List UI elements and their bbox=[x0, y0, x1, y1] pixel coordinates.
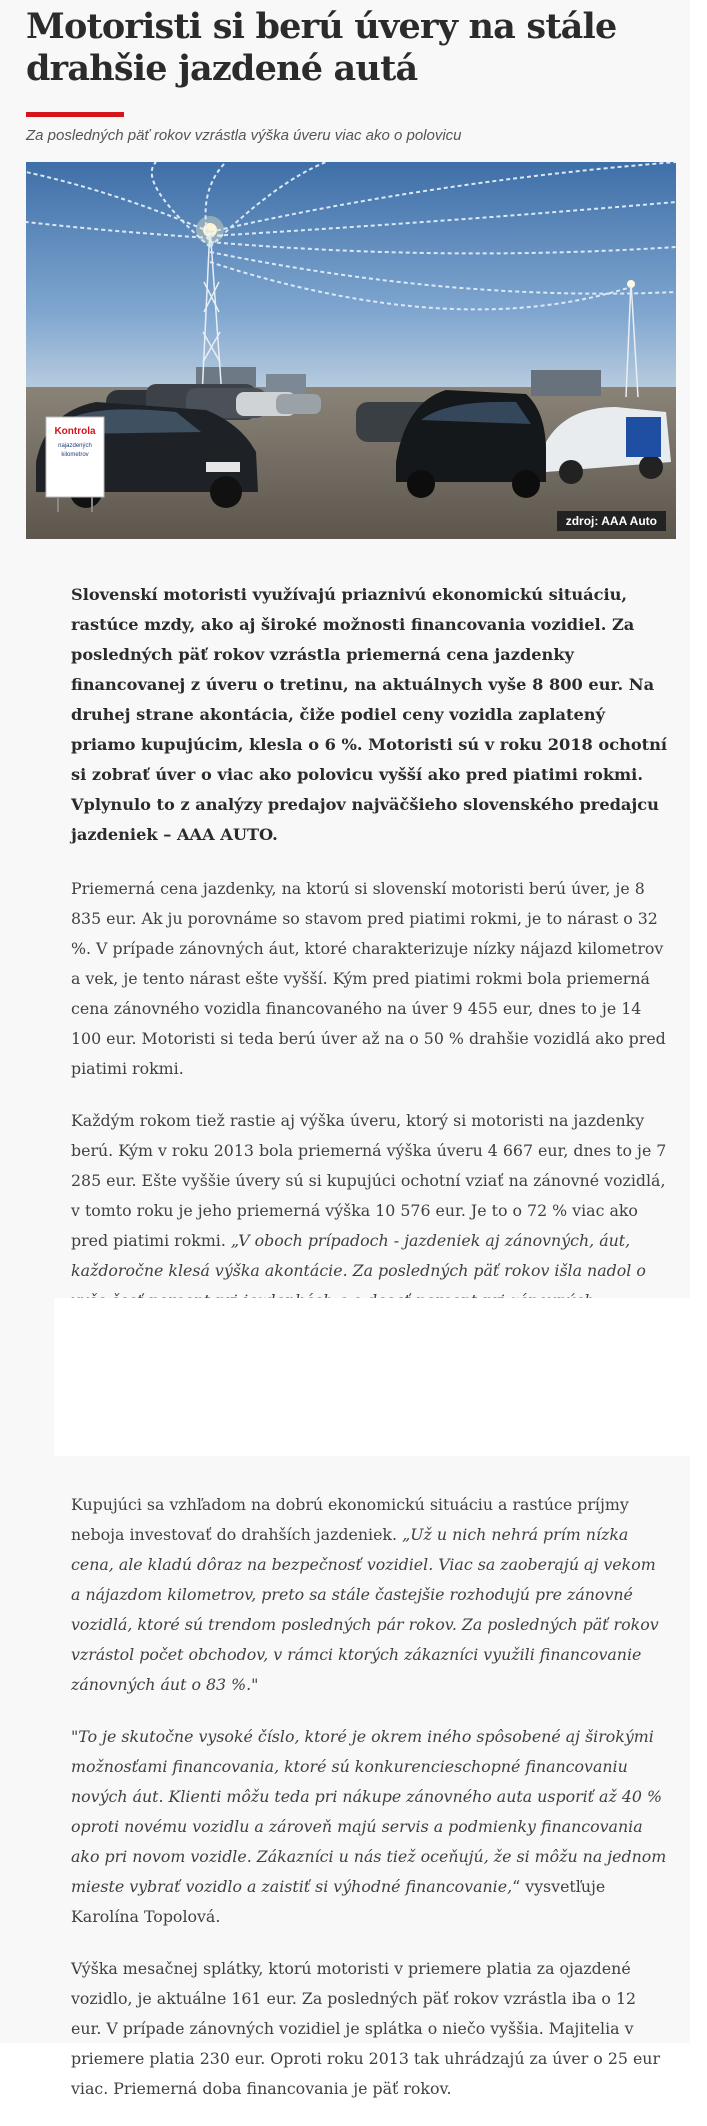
paragraph-2-quote: „V oboch prípadoch - jazdeniek aj zánovných, áut, každoročne klesá výška akontácie. Za posledných päť rokov išla nadol o bbox=[71, 1231, 646, 1280]
sign-line-1: Kontrola bbox=[54, 426, 96, 437]
photo-credit: zdroj: AAA Auto bbox=[557, 511, 666, 531]
car-lot-illustration bbox=[26, 162, 676, 539]
paragraph-4-tail: “ vysvetľuje Karolína Topolová. bbox=[71, 1877, 606, 1926]
article-header bbox=[26, 6, 676, 144]
article-title: Motoristi si berú úvery na stále drahšie jazdené autá bbox=[26, 6, 617, 89]
article-lead: Slovenskí motoristi využívajú priaznivú ekonomickú situáciu, rastúce mzdy, ako aj široké možnosti financovania vozidiel. Za posledných päť rokov vzrástla priemerná cena jazdenky financovanej z úveru o tretinu, na aktuálnych vyše 8 800 eur. Na druhej strane akontácia, čiže podiel ceny vozidla zaplatený priamo kupujúcim, klesla o 6 %. Motoristi sú v roku 2018 ochotní si zobrať úver o viac ako polovicu vyšší ako pred piatimi rokmi. Vplynulo to z analýzy predajov najväčšieho slovenského predajcu jazdeniek – AAA AUTO. bbox=[71, 585, 668, 844]
sign-line-2: najazdených bbox=[58, 443, 92, 449]
article-photo[interactable] bbox=[26, 162, 676, 539]
article-body-part-2 bbox=[71, 1490, 669, 2126]
article-body-part-1 bbox=[71, 580, 669, 1398]
paragraph-3-text: Kupujúci sa vzhľadom na dobrú ekonomickú situáciu a rastúce príjmy neboja investovať do drahších jazdeniek. bbox=[71, 1495, 629, 1544]
paragraph-1: Priemerná cena jazdenky, na ktorú si slovenskí motoristi berú úver, je 8 835 eur. Ak ju porovnáme so stavom pred piatimi rokmi, je to nárast o 32 %. V prípade zánovných áut, ktoré charakterizuje nízky nájazd kilometrov a vek, je tento nárast ešte vyšší. Kým pred piatimi rokmi bola priemerná cena zánovného vozidla financovaného na úver 9 455 eur, dnes to je 14 100 eur. Motoristi si teda berú úver až na o 50 % drahšie vozidlá ako pred piatimi rokmi. bbox=[71, 879, 666, 1078]
paragraph-3 bbox=[71, 1490, 669, 1700]
paragraph-5: Výška mesačnej splátky, ktorú motoristi v priemere platia za ojazdené vozidlo, je aktuálne 161 eur. Za posledných päť rokov vzrástla iba o 12 eur. V prípade zánovných vozidiel je splátka o niečo vyššia. Majitelia v priemere platia 230 eur. Oproti roku 2013 tak uhrádzajú za úver o 25 eur viac. Priemerná doba financovania je päť rokov. bbox=[71, 1959, 661, 2098]
sign-line-3: kilometrov bbox=[61, 452, 89, 458]
ad-slot bbox=[54, 1298, 707, 1456]
paragraph-4 bbox=[71, 1722, 669, 1932]
paragraph-3-quote: „Už u nich nehrá prím nízka cena, ale kladú dôraz na bezpečnosť vozidiel. Viac sa zaoberajú aj vekom a nájazdom kilometrov, preto sa stále častejšie rozhodujú pre zánovné vozidlá, ktoré sú trendom posledných pár rokov. Za posledných päť rokov vzrástol počet obchodov, v rámci ktorých zákazníci využili financovanie zánovných áut o 83 %." bbox=[71, 1525, 659, 1694]
title-accent-rule bbox=[26, 112, 124, 117]
paragraph-4-quote: "To je skutočne vysoké číslo, ktoré je okrem iného spôsobené aj širokými možnosťami financovania, ktoré sú konkurencieschopné financovaniu nových áut. Klienti môžu teda pri nákupe zánovného auta usporiť až 40 % oproti novému vozidlu a zároveň majú servis a podmienky financovania ako pri novom vozidle. Zákazníci u nás tiež oceňujú, že si môžu na jednom mieste vybrať vozidlo a zaistiť si výhodné financovanie, bbox=[71, 1727, 667, 1896]
article-subtitle: Za posledných päť rokov vzrástla výška úveru viac ako o polovicu bbox=[26, 127, 462, 144]
paragraph-2-text: Každým rokom tiež rastie aj výška úveru, ktorý si motoristi na jazdenky berú. Kým v roku 2013 bola priemerná výška úveru 4 667 eur, dnes to je 7 285 eur. Ešte vyššie úvery sú si kupujúci ochotní vziať na zánovné vozidlá, v tomto roku je jeho priemerná výška 10 576 eur. Je to o 72 % viac ako pred piatimi rokmi. bbox=[71, 1111, 667, 1250]
